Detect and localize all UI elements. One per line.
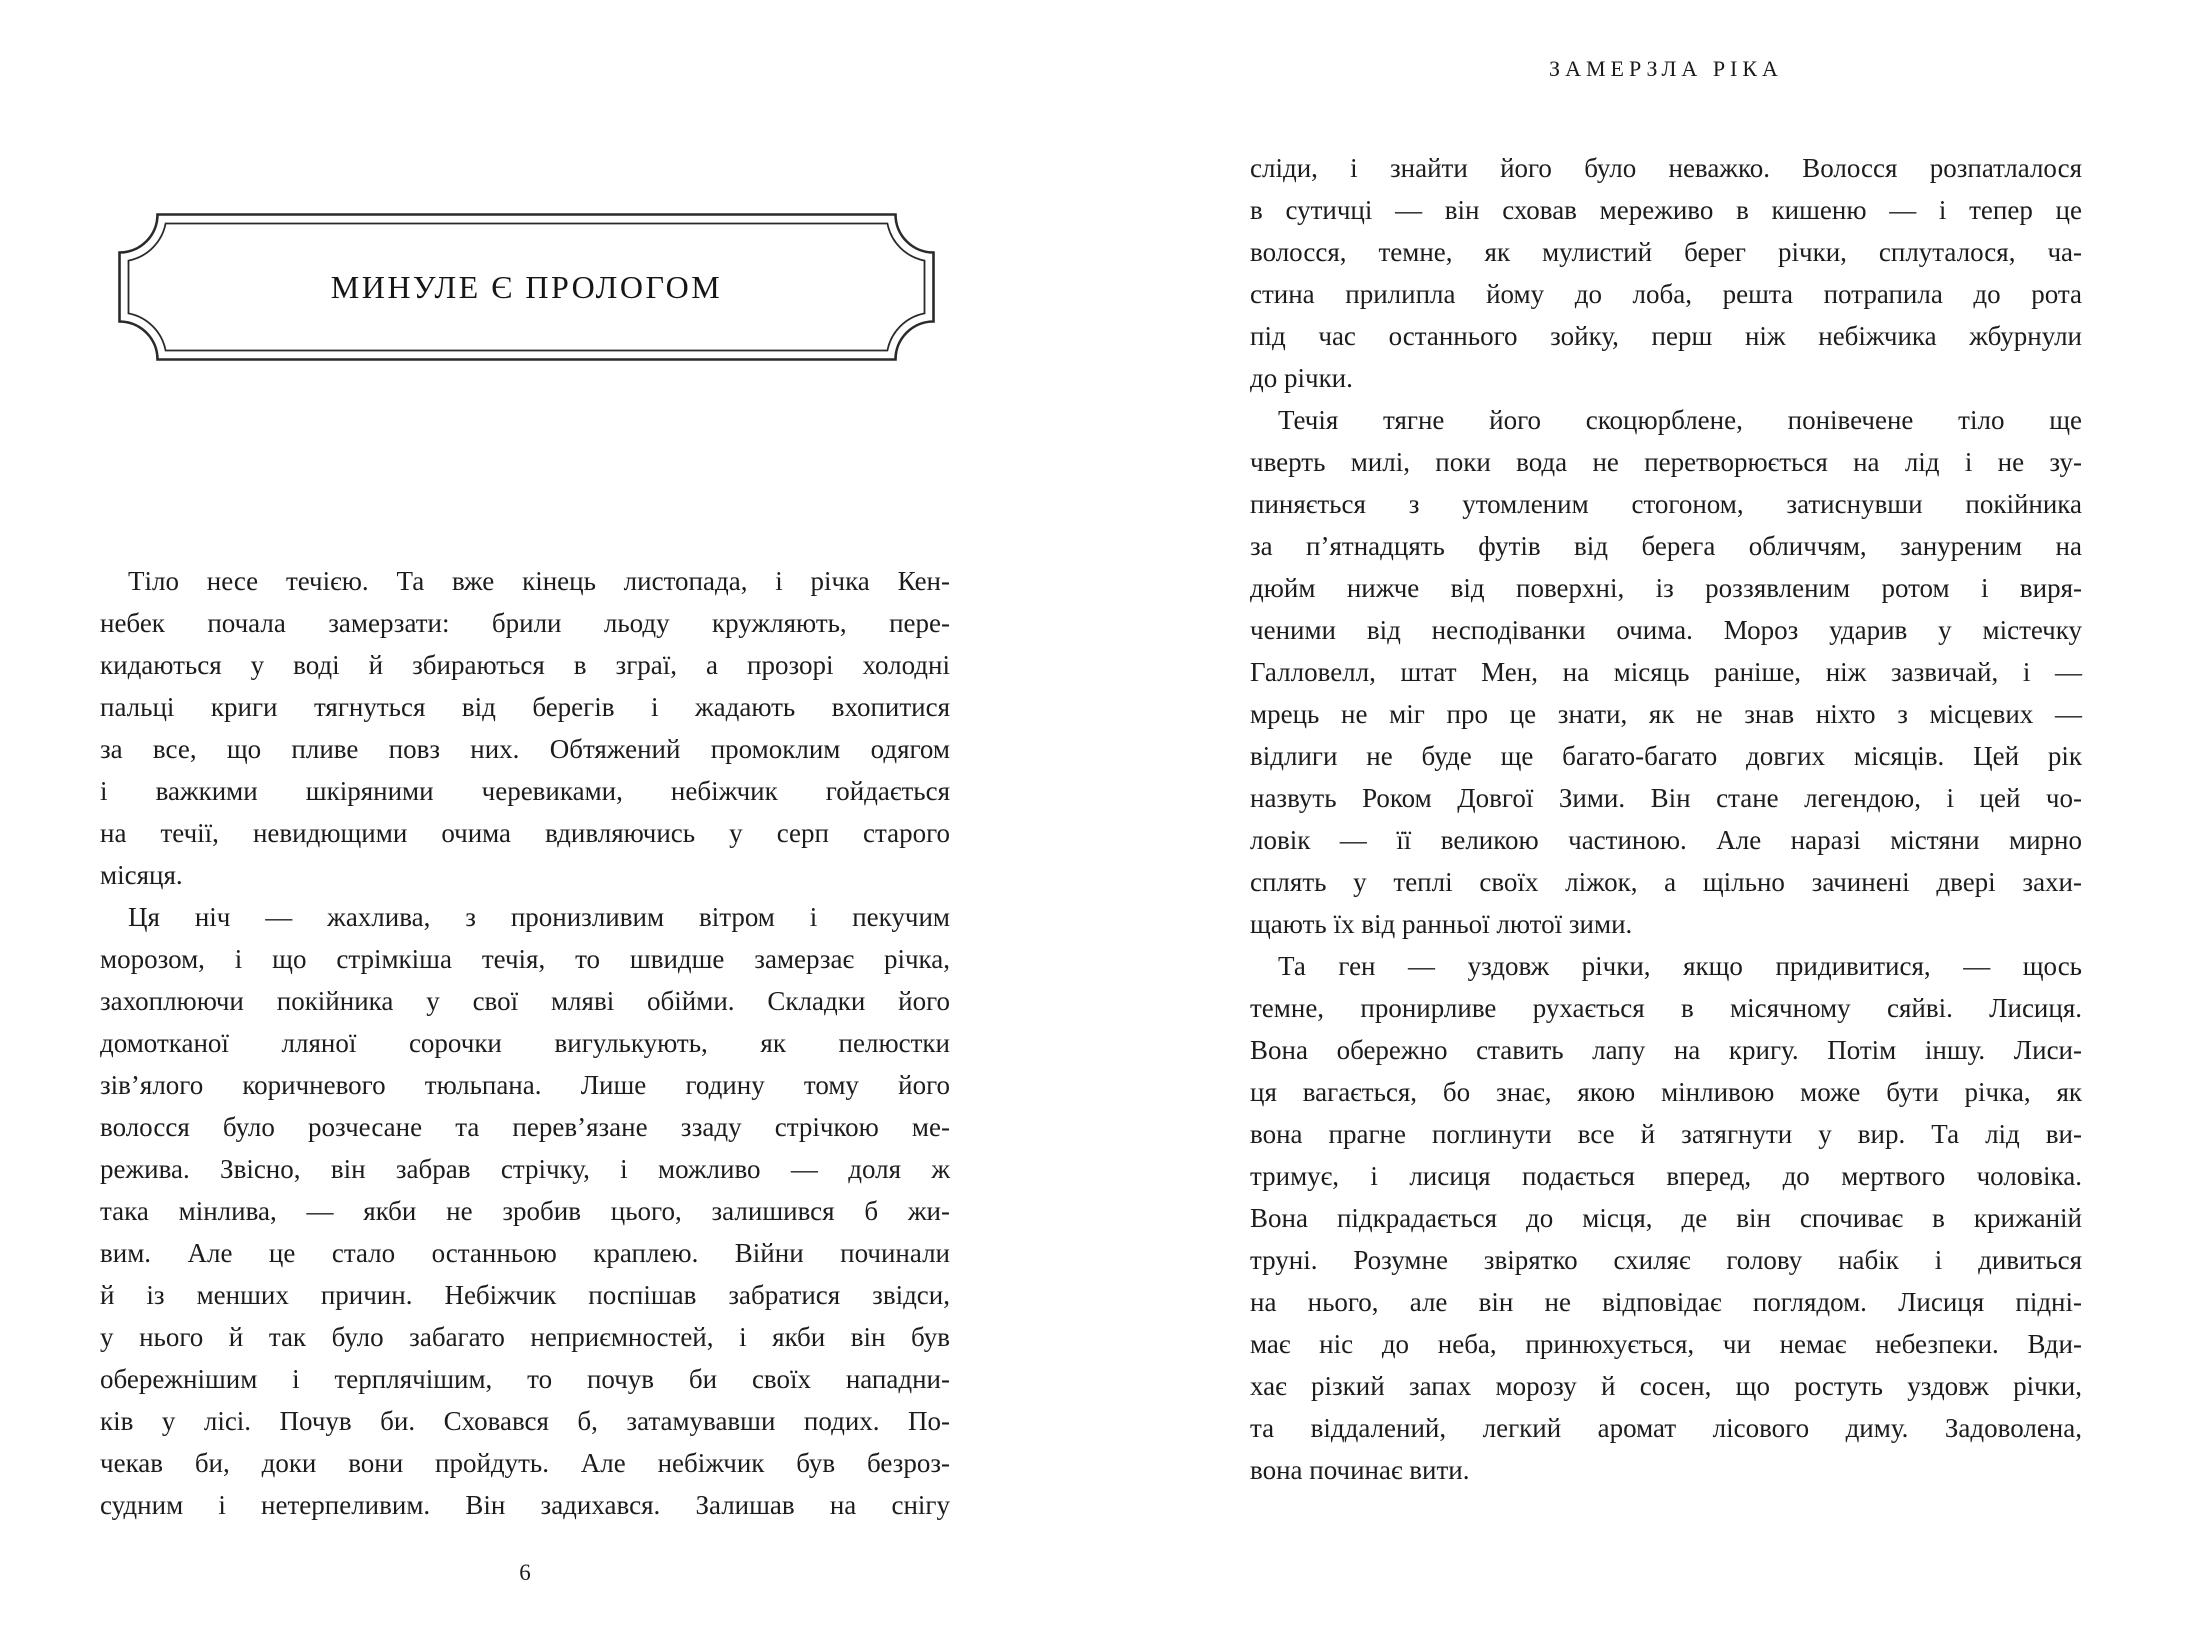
text-line: волосся, темне, як мулистий берег річки, сплуталося, ча- — [1250, 237, 2082, 267]
text-line: вона прагне поглинути все й затягнути у вир. Та лід ви- — [1250, 1119, 2082, 1149]
paragraph — [100, 560, 950, 896]
text-line: дюйм нижче від поверхні, із роззявленим ротом і виря- — [1250, 573, 2082, 603]
chapter-plaque — [118, 213, 935, 361]
text-line: Вона обережно ставить лапу на кригу. Потім іншу. Лиси- — [1250, 1035, 2082, 1065]
text-line: місяця. — [100, 860, 183, 890]
text-line: вона починає вити. — [1250, 1455, 1470, 1485]
text-line: ця вагається, бо знає, якою мінливою може бути річка, як — [1250, 1077, 2082, 1107]
right-page-text-column — [1250, 147, 2082, 1491]
text-line: ловік — її великою частиною. Але наразі містяни мирно — [1250, 825, 2082, 855]
text-line: та віддалений, легкий аромат лісового диму. Задоволена, — [1250, 1413, 2082, 1443]
text-line: і важкими шкіряними черевиками, небіжчик гойдається — [100, 776, 950, 806]
text-line: стина прилипла йому до лоба, решта потрапила до рота — [1250, 279, 2082, 309]
text-line: режива. Звісно, він забрав стрічку, і можливо — доля ж — [100, 1154, 950, 1184]
text-line: захоплюючи покійника у свої мляві обійми. Складки його — [100, 986, 950, 1016]
text-line: чекав би, доки вони пройдуть. Але небіжчик був безроз- — [100, 1448, 950, 1478]
text-line: за п’ятнадцять футів від берега обличчям, зануреним на — [1250, 531, 2082, 561]
text-line: пиняється з утомленим стогоном, затиснувши покійника — [1250, 489, 2082, 519]
text-line: за все, що пливе повз них. Обтяжений промоклим одягом — [100, 734, 950, 764]
running-head: ЗАМЕРЗЛА РІКА — [1549, 56, 1783, 81]
text-line: на нього, але він не відповідає поглядом. Лисиця підні- — [1250, 1287, 2082, 1317]
text-line: має ніс до неба, принюхується, чи немає небезпеки. Вди- — [1250, 1329, 2082, 1359]
text-line: пальці криги тягнуться від берегів і жадають вхопитися — [100, 692, 950, 722]
text-line: Ця ніч — жахлива, з пронизливим вітром і пекучим — [128, 902, 950, 932]
text-line: вим. Але це стало останньою краплею. Війни починали — [100, 1238, 950, 1268]
text-line: Течія тягне його скоцюрблене, понівечене тіло ще — [1278, 405, 2082, 435]
text-line: під час останнього зойку, перш ніж небіжчика жбурнули — [1250, 321, 2082, 351]
text-line: у нього й так було забагато неприємностей, і якби він був — [100, 1322, 950, 1352]
text-line: така мінлива, — якби не зробив цього, залишився б жи- — [100, 1196, 950, 1226]
text-line: й із менших причин. Небіжчик поспішав забратися звідси, — [100, 1280, 950, 1310]
page-number: 6 — [519, 1560, 531, 1585]
text-line: Галловелл, штат Мен, на місяць раніше, ніж зазвичай, і — — [1250, 657, 2082, 687]
text-line: небек почала замерзати: брили льоду кружляють, пере- — [100, 608, 950, 638]
text-line: чверть милі, поки вода не перетворюється на лід і не зу- — [1250, 447, 2082, 477]
text-line: волосся було розчесане та перев’язане ззаду стрічкою ме- — [100, 1112, 950, 1142]
text-line: домотканої лляної сорочки вигулькують, як пелюстки — [100, 1028, 950, 1058]
paragraph — [100, 896, 950, 1526]
text-line: до річки. — [1250, 363, 1353, 393]
text-line: відлиги не буде ще багато-багато довгих місяців. Цей рік — [1250, 741, 2082, 771]
text-line: щають їх від ранньої лютої зими. — [1250, 909, 1633, 939]
paragraph — [1250, 945, 2082, 1491]
text-line: кидаються у воді й збираються в зграї, а прозорі холодні — [100, 650, 950, 680]
text-line: хає різкий запах морозу й сосен, що ростуть уздовж річки, — [1250, 1371, 2082, 1401]
text-line: ченими від несподіванки очима. Мороз ударив у містечку — [1250, 615, 2082, 645]
text-line: темне, пронирливе рухається в місячному сяйві. Лисиця. — [1250, 993, 2082, 1023]
text-line: сплять у теплі своїх ліжок, а щільно зачинені двері захи- — [1250, 867, 2082, 897]
text-line: обережнішим і терплячішим, то почув би своїх нападни- — [100, 1364, 950, 1394]
text-line: назвуть Роком Довгої Зими. Він стане легендою, і цей чо- — [1250, 783, 2082, 813]
text-line: сліди, і знайти його було неважко. Волосся розпатлалося — [1250, 153, 2082, 183]
text-line: труні. Розумне звірятко схиляє голову набік і дивиться — [1250, 1245, 2082, 1275]
text-line: тримує, і лисиця подається вперед, до мертвого чоловіка. — [1250, 1161, 2082, 1191]
text-line: на течії, невидющими очима вдивляючись у серп старого — [100, 818, 950, 848]
text-line: Вона підкрадається до місця, де він спочиває в крижаній — [1250, 1203, 2082, 1233]
text-line: зів’ялого коричневого тюльпана. Лише годину тому його — [100, 1070, 950, 1100]
text-line: мрець не міг про це знати, як не знав ніхто з місцевих — — [1250, 699, 2082, 729]
text-line: судним і нетерпеливим. Він задихався. Залишав на снігу — [100, 1490, 950, 1520]
paragraph — [1250, 147, 2082, 399]
chapter-title: МИНУЛЕ Є ПРОЛОГОМ — [330, 268, 723, 305]
text-line: ків у лісі. Почув би. Сховався б, затамувавши подих. По- — [100, 1406, 950, 1436]
text-line: Тіло несе течією. Та вже кінець листопада, і річка Кен- — [128, 566, 950, 596]
text-line: в сутичці — він сховав мереживо в кишеню — і тепер це — [1250, 195, 2082, 225]
paragraph — [1250, 399, 2082, 945]
left-page-text-column — [100, 560, 950, 1526]
text-line: Та ген — уздовж річки, якщо придивитися, — щось — [1278, 951, 2082, 981]
text-line: морозом, і що стрімкіша течія, то швидше замерзає річка, — [100, 944, 950, 974]
